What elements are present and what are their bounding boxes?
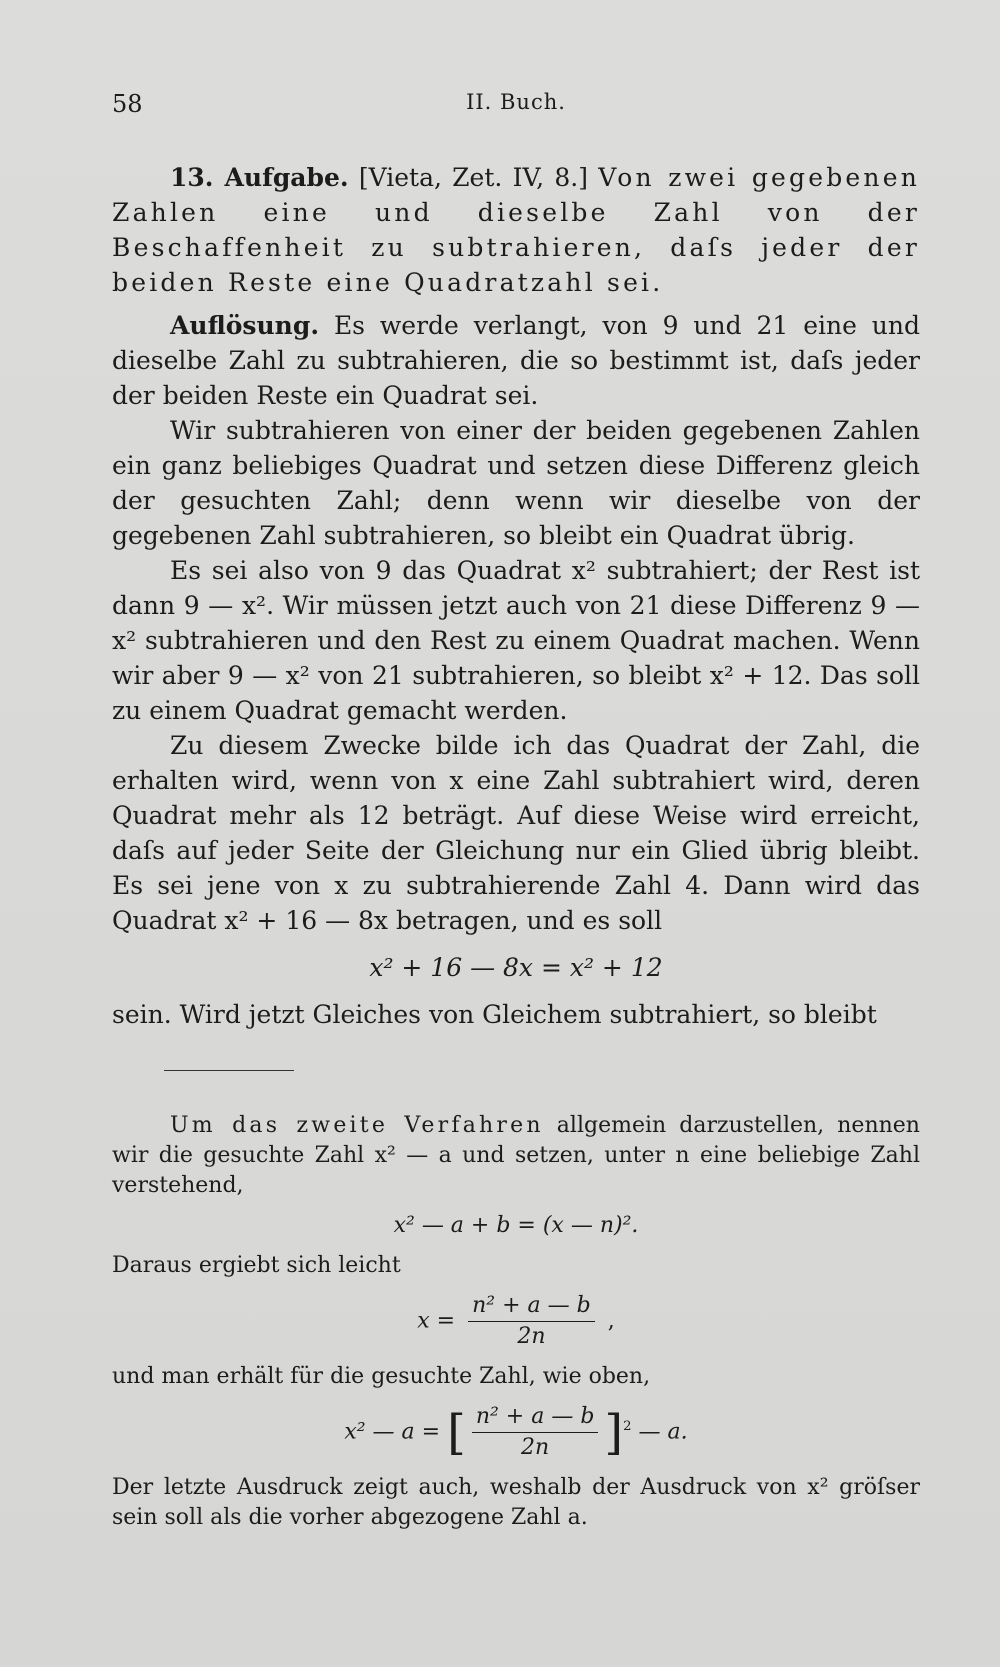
footnote-line1-rest: allgemein darzustellen, nennen wir die gesuchte Zahl x² — a und setzen, unter n eine beliebige Zahl verstehend, bbox=[112, 1113, 920, 1198]
eq3-open-bracket: [ bbox=[447, 1404, 466, 1461]
paragraph-3: Es sei also von 9 das Quadrat x² subtrahiert; der Rest ist dann 9 — x². Wir müssen jetzt auch von 21 diese Differenz 9 — x² subtrahieren und den Rest zu einem Quadrat machen. Wenn wir aber 9 — x² von 21 subtrahieren, so bleibt x² + 12. Das soll zu einem Quadrat gemacht werden. bbox=[112, 556, 920, 725]
task-statement: Von zwei gegebenen Zahlen eine und dieselbe Zahl von der Beschaffenheit zu subtrahieren, daſs jeder der beiden Reste eine Quadratzahl sei. bbox=[112, 163, 921, 297]
footnote bbox=[112, 1111, 920, 1533]
running-head: II. Buch. bbox=[466, 90, 566, 114]
eq3-close-bracket: ] bbox=[604, 1404, 624, 1461]
solution-label: Auflösung. bbox=[170, 311, 320, 340]
eq2-denominator: 2n bbox=[517, 1324, 546, 1349]
eq3-denominator: 2n bbox=[521, 1435, 550, 1460]
main-text bbox=[112, 160, 920, 1032]
task-reference: [Vieta, Zet. IV, 8.] bbox=[358, 163, 588, 192]
eq3-exponent: 2 bbox=[623, 1419, 632, 1435]
footnote-divider bbox=[164, 1070, 294, 1071]
footnote-line-3: und man erhält für die gesuchte Zahl, wie oben, bbox=[112, 1364, 651, 1389]
task-paragraph bbox=[112, 160, 920, 300]
footnote-spaced-intro: Um das zweite Verfahren bbox=[170, 1113, 544, 1138]
paragraph-4: Zu diesem Zwecke bilde ich das Quadrat der Zahl, die erhalten wird, wenn von x eine Zahl subtrahiert wird, deren Quadrat mehr als 12 beträgt. Auf diese Weise wird erreicht, daſs auf jeder Seite der Gleichung nur ein Glied übrig bleibt. Es sei jene von x zu subtrahierende Zahl 4. Dann wird das Quadrat x² + 16 — 8x betragen, und es soll bbox=[112, 731, 920, 935]
footnote-line-2: Daraus ergiebt sich leicht bbox=[112, 1253, 401, 1278]
page-number: 58 bbox=[112, 90, 143, 118]
main-equation: x² + 16 — 8x = x² + 12 bbox=[369, 953, 663, 982]
eq2-fraction bbox=[468, 1291, 595, 1352]
page-header bbox=[112, 90, 920, 130]
footnote-equation-2 bbox=[112, 1291, 920, 1352]
footnote-equation-3 bbox=[112, 1402, 920, 1463]
solution-intro-paragraph bbox=[112, 308, 920, 413]
eq3-tail: — a. bbox=[638, 1419, 688, 1445]
task-number-label: 13. Aufgabe. bbox=[170, 163, 349, 192]
eq2-numerator: n² + a — b bbox=[468, 1291, 595, 1322]
after-equation-text: sein. Wird jetzt Gleiches von Gleichem subtrahiert, so bleibt bbox=[112, 1000, 877, 1029]
footnote-equation-1: x² — a + b = (x — n)². bbox=[393, 1213, 639, 1238]
footnote-paragraph-1 bbox=[112, 1111, 920, 1201]
eq3-numerator: n² + a — b bbox=[472, 1402, 599, 1433]
eq2-lhs: x = bbox=[417, 1308, 456, 1334]
eq3-lhs: x² — a = bbox=[344, 1419, 441, 1445]
paragraph-2: Wir subtrahieren von einer der beiden gegebenen Zahlen ein ganz beliebiges Quadrat und setzen diese Differenz gleich der gesuchten Zahl; denn wenn wir dieselbe von der gegebenen Zahl subtrahieren, so bleibt ein Quadrat übrig. bbox=[112, 416, 920, 550]
eq3-fraction bbox=[472, 1402, 599, 1463]
footnote-line-4: Der letzte Ausdruck zeigt auch, weshalb der Ausdruck von x² gröſser sein soll als die vorher abgezogene Zahl a. bbox=[112, 1475, 920, 1530]
solution-intro-text: Es werde verlangt, von 9 und 21 eine und dieselbe Zahl zu subtrahieren, die so bestimmt ist, daſs jeder der beiden Reste ein Quadrat sei. bbox=[112, 311, 920, 410]
eq2-tail: , bbox=[607, 1308, 615, 1334]
